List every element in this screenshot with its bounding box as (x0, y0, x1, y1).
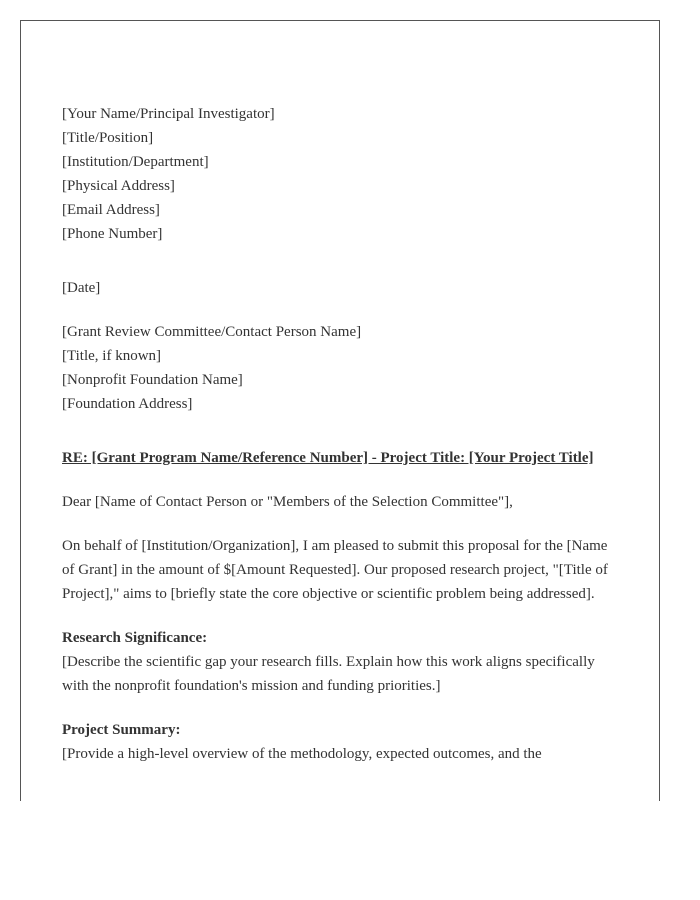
recipient-title: [Title, if known] (62, 348, 162, 364)
letter-body (62, 102, 612, 766)
section-heading: Research Significance: (62, 630, 208, 646)
letter-date: [Date] (62, 280, 101, 296)
date-block (62, 276, 612, 300)
sender-phone: [Phone Number] (62, 226, 163, 242)
recipient-name: [Grant Review Committee/Contact Person Name] (62, 324, 362, 340)
sender-institution: [Institution/Department] (62, 154, 209, 170)
section-heading: Project Summary: (62, 722, 181, 738)
salutation: Dear [Name of Contact Person or "Members of the Selection Committee"], (62, 494, 513, 510)
section-summary (62, 718, 612, 766)
sender-name: [Your Name/Principal Investigator] (62, 106, 275, 122)
section-body: [Provide a high-level overview of the methodology, expected outcomes, and the (62, 746, 542, 762)
recipient-foundation: [Nonprofit Foundation Name] (62, 372, 243, 388)
re-line: RE: [Grant Program Name/Reference Number] - Project Title: [Your Project Title] (62, 450, 594, 466)
recipient-block (62, 320, 612, 416)
sender-title: [Title/Position] (62, 130, 154, 146)
letter-page (20, 20, 660, 801)
section-body: [Describe the scientific gap your research fills. Explain how this work aligns specifically with the nonprofit foundation's mission and funding priorities.] (62, 654, 595, 694)
sender-block (62, 102, 612, 246)
section-significance (62, 626, 612, 698)
sender-email: [Email Address] (62, 202, 160, 218)
intro-paragraph: On behalf of [Institution/Organization], I am pleased to submit this proposal for the [Name of Grant] in the amount of $[Amount Requested]. Our proposed research project, "[Title of Project]," aims to [briefly state the core objective or scientific problem being addressed]. (62, 538, 608, 602)
sender-address: [Physical Address] (62, 178, 175, 194)
recipient-address: [Foundation Address] (62, 396, 193, 412)
